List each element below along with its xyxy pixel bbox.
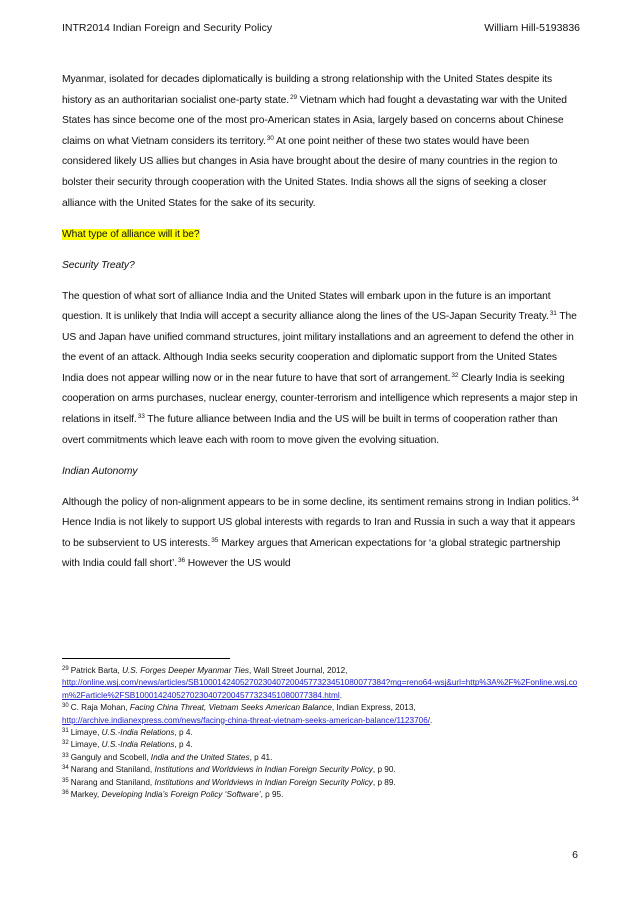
footnote-title: Institutions and Worldviews in Indian Foreign Security Policy: [154, 765, 373, 775]
footnote-ref[interactable]: 29: [289, 93, 298, 101]
footnote-text: Narang and Staniland,: [70, 777, 155, 787]
footnote-text: , p 89.: [372, 777, 396, 787]
footnote-text: Markey,: [70, 790, 102, 800]
footnote-text: , p 90.: [372, 765, 396, 775]
footnote-ref[interactable]: 31: [549, 310, 557, 318]
footnote-item: [62, 777, 578, 789]
section-heading: [62, 225, 580, 246]
footnote-text: Limaye,: [70, 740, 102, 750]
paragraph-myanmar-vietnam: [62, 70, 580, 214]
footnote-text: .: [430, 715, 433, 725]
footnote-number: 30: [62, 703, 69, 710]
footnote-text: , Indian Express, 2013,: [331, 703, 416, 713]
footnote-title: U.S.-India Relations: [101, 728, 175, 738]
footnote-item: [62, 752, 578, 764]
text-run: Myanmar, isolated for decades diplomatically is building a strong relationship with the United States despite its history as an authoritarian socialist one-party state.: [62, 74, 553, 106]
footnote-ref[interactable]: 35: [211, 536, 219, 544]
footnote-item: [62, 739, 578, 751]
text-run: Markey argues that American expectations for ‘a global strategic partnership with India could fall short’.: [62, 537, 561, 570]
body-text: [62, 70, 580, 585]
footnote-number: 34: [62, 765, 69, 772]
text-run: The US and Japan have unified command structures, joint military installations and an agreement to defend the other in the event of an attack. Although India seeks security cooperation and diplomatic support from the United States India does not appear willing now or in the near future to have that sort of arrangement.: [62, 311, 577, 384]
highlighted-heading: What type of alliance will it be?: [62, 228, 200, 240]
footnote-item: [62, 727, 578, 739]
page-number: 6: [572, 849, 578, 861]
footnote-text: Patrick Barta,: [70, 666, 123, 675]
text-run: At one point neither of these two states would have been considered likely US allies but changes in Asia have brought about the desire of many countries in the region to bolster their security through cooperation with the United States. India shows all the signs of seeking a closer alliance with the United States for the sake of its security.: [62, 135, 558, 209]
footnote-text: , p 41.: [249, 752, 273, 762]
text-run: Although the policy of non-alignment appears to be in some decline, its sentiment remains strong in Indian politics.: [62, 496, 571, 508]
footnote-title: U.S. Forges Deeper Myanmar Ties: [122, 666, 249, 675]
subheading-security-treaty: Security Treaty?: [62, 259, 135, 271]
text-run: Clearly India is seeking cooperation on arms purchases, nuclear energy, counter-terrorism and intelligence which represents a major step in relations in itself.: [62, 372, 578, 426]
text-run: Hence India is not likely to support US global interests with regards to Iran and Russia in such a way that it appears to be subservient to US interests.: [62, 517, 576, 549]
header-course-title: INTR2014 Indian Foreign and Security Policy: [62, 22, 273, 34]
footnote-title: Institutions and Worldviews in Indian Foreign Security Policy: [154, 777, 373, 787]
footnote-item: [62, 764, 578, 776]
footnote-item: [62, 789, 578, 801]
text-run: The future alliance between India and the US will be built in terms of cooperation rather than overt commitments which leave each with room to move given the evolving situation.: [62, 414, 558, 446]
footnote-text: Limaye,: [70, 728, 102, 738]
footnote-item: [62, 702, 578, 727]
footnote-number: 35: [62, 777, 69, 784]
text-run: The question of what sort of alliance India and the United States will embark upon in the future is an important question. It is unlikely that India will accept a security alliance along the lines of the US-Japan Security Treaty.: [62, 290, 551, 323]
paragraph-security-treaty: [62, 287, 580, 452]
footnote-number: 29: [62, 666, 69, 672]
footnote-text: Ganguly and Scobell,: [70, 752, 151, 762]
page-header: [62, 22, 580, 34]
footnote-text: , p 95.: [260, 790, 284, 800]
footnote-title: Facing China Threat, Vietnam Seeks American Balance: [129, 703, 332, 713]
header-author: William Hill-5193836: [484, 22, 580, 34]
footnote-text: , Wall Street Journal, 2012,: [248, 666, 348, 675]
footnote-ref[interactable]: 33: [137, 413, 145, 421]
footnote-title: Developing India’s Foreign Policy ‘Software’: [101, 790, 261, 800]
text-run: However the US would: [185, 558, 291, 570]
footnote-link[interactable]: http://archive.indianexpress.com/news/facing-china-threat-vietnam-seeks-american-balance/1123706/: [62, 715, 431, 725]
footnote-text: , p 4.: [174, 728, 193, 738]
footnote-number: 33: [62, 752, 69, 759]
footnote-number: 32: [62, 740, 69, 747]
footnotes: [62, 665, 578, 801]
footnote-number: 31: [62, 728, 69, 735]
footnote-title: U.S.-India Relations: [101, 740, 175, 750]
footnote-text: .: [339, 690, 342, 700]
footnote-ref[interactable]: 32: [451, 371, 459, 379]
paragraph-indian-autonomy: [62, 493, 580, 575]
text-run: Vietnam which had fought a devastating war with the United States has since become one of the most pro-American states in Asia, largely based on concerns about Chinese claims on what Vietnam considers its territory.: [62, 94, 567, 147]
footnote-text: C. Raja Mohan,: [70, 703, 130, 713]
footnote-link[interactable]: http://online.wsj.com/news/articles/SB10001424052702304072004577323451080077384?mg=reno64-wsj&url=http%3A%2F%2Fonline.wsj.com%2Farticle%2FSB10001424052702304072004577323451080077384.html: [62, 678, 578, 700]
footnote-number: 36: [62, 790, 69, 797]
subheading-indian-autonomy: Indian Autonomy: [62, 465, 138, 477]
footnote-separator: [62, 658, 230, 659]
footnote-ref[interactable]: 34: [571, 495, 579, 503]
footnote-text: Narang and Staniland,: [70, 765, 155, 775]
footnote-text: , p 4.: [174, 740, 193, 750]
footnote-item: [62, 665, 578, 702]
footnote-title: India and the United States: [150, 752, 250, 762]
footnote-ref[interactable]: 36: [178, 557, 186, 565]
footnote-ref[interactable]: 30: [266, 134, 274, 142]
